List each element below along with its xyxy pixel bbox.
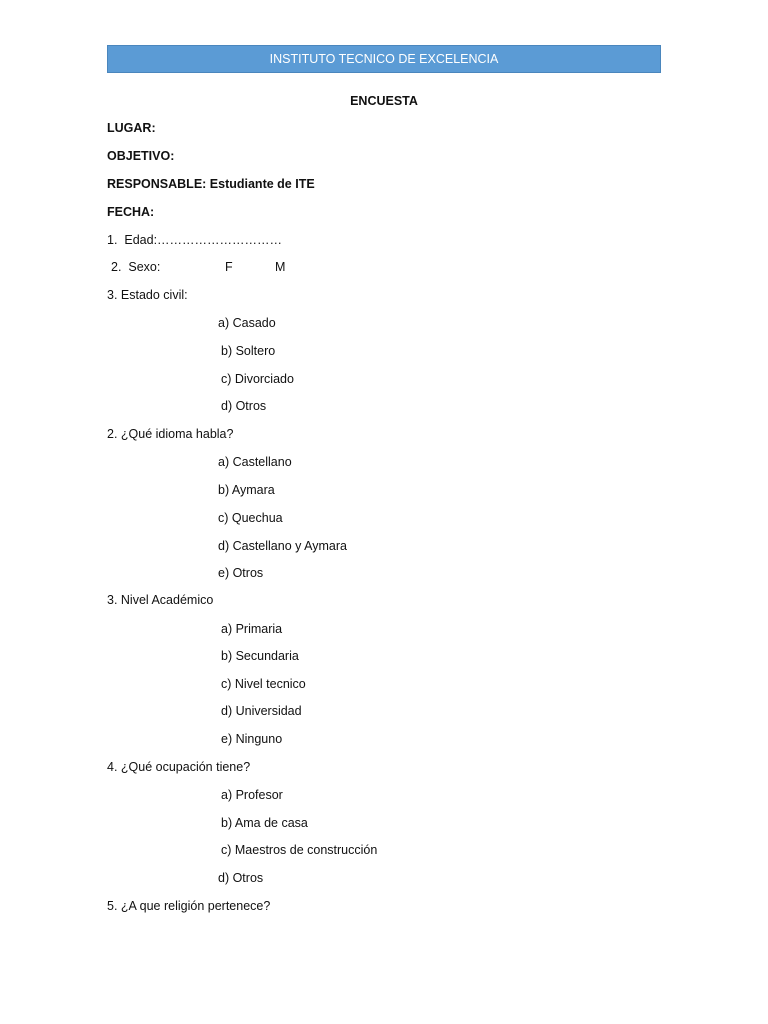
idioma-option: a) Castellano — [218, 455, 292, 469]
idioma-option: d) Castellano y Aymara — [218, 539, 347, 553]
idioma-option: e) Otros — [218, 566, 264, 580]
question-nivel: 3. Nivel Académico — [107, 593, 214, 607]
nivel-option: c) Nivel tecnico — [221, 677, 306, 691]
question-religion: 5. ¿A que religión pertenece? — [107, 899, 271, 913]
survey-title: ENCUESTA — [350, 94, 418, 108]
estado-civil-option: c) Divorciado — [221, 372, 294, 386]
question-edad: 1. Edad:………………………… — [107, 233, 283, 247]
field-responsable: RESPONSABLE: Estudiante de ITE — [107, 177, 315, 191]
ocupacion-option: d) Otros — [218, 871, 264, 885]
field-objetivo: OBJETIVO: — [107, 149, 175, 163]
idioma-option: b) Aymara — [218, 483, 275, 497]
nivel-option: b) Secundaria — [221, 649, 299, 663]
question-sexo-label: 2. Sexo: — [111, 260, 161, 274]
question-estado-civil: 3. Estado civil: — [107, 288, 188, 302]
sexo-option-f: F — [225, 260, 233, 274]
field-fecha: FECHA: — [107, 205, 155, 219]
nivel-option: a) Primaria — [221, 622, 283, 636]
field-lugar: LUGAR: — [107, 121, 156, 135]
institute-banner: INSTITUTO TECNICO DE EXCELENCIA — [107, 45, 661, 73]
ocupacion-option: c) Maestros de construcción — [221, 843, 378, 857]
estado-civil-option: b) Soltero — [221, 344, 276, 358]
ocupacion-option: b) Ama de casa — [221, 816, 308, 830]
nivel-option: d) Universidad — [221, 704, 302, 718]
estado-civil-option: d) Otros — [221, 399, 267, 413]
idioma-option: c) Quechua — [218, 511, 283, 525]
estado-civil-option: a) Casado — [218, 316, 276, 330]
sexo-option-m: M — [275, 260, 286, 274]
question-idioma: 2. ¿Qué idioma habla? — [107, 427, 234, 441]
nivel-option: e) Ninguno — [221, 732, 283, 746]
ocupacion-option: a) Profesor — [221, 788, 283, 802]
question-ocupacion: 4. ¿Qué ocupación tiene? — [107, 760, 251, 774]
